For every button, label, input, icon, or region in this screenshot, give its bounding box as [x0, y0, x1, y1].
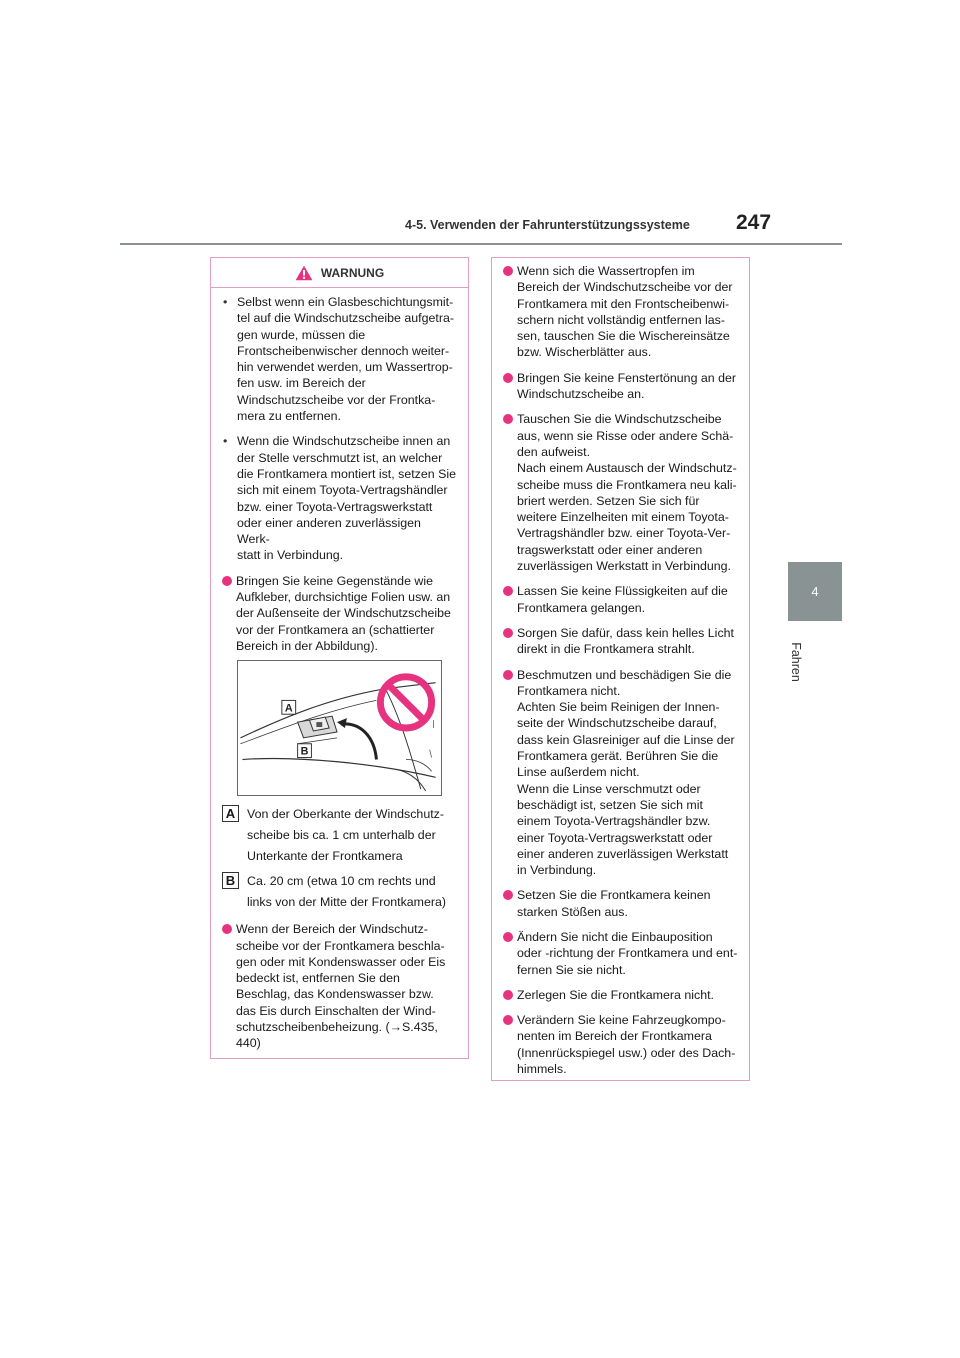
bullet-circle-icon — [222, 576, 232, 586]
bullet-circle-icon — [503, 586, 513, 596]
list-item — [503, 625, 738, 658]
list-item-text: Wenn die Windschutzscheibe innen an der Stelle verschmutzt ist, an welcher die Frontkamera montiert ist, setzen Sie sich mit einem Toyota-Vertragshändler bzw. einer Toyota-Vertragswerkstatt oder einer anderen zuverlässigen Werk- statt in Verbindung. — [237, 434, 456, 563]
figure-label-a: A — [284, 702, 293, 715]
chapter-label: Fahren — [789, 642, 803, 682]
page-header-title: 4-5. Verwenden der Fahrunterstützungssysteme — [405, 218, 690, 232]
bullet-circle-icon — [503, 990, 513, 1000]
warning-title: WARNUNG — [320, 265, 385, 280]
bullet-dot: • — [223, 434, 228, 449]
list-item-text: Sorgen Sie dafür, dass kein helles Licht direkt in die Frontkamera strahlt. — [517, 625, 734, 657]
list-item — [222, 921, 457, 1051]
legend-letter: B — [222, 872, 239, 889]
bullet-dot: • — [223, 295, 228, 309]
legend-text: Von der Oberkante der Windschutz- scheibe bis ca. 1 cm unterhalb der Unterkante der Frontkamera — [247, 807, 444, 864]
list-item — [503, 411, 738, 574]
warning-box — [210, 257, 469, 1059]
list-item-text: Bringen Sie keine Gegenstände wie Aufkleber, durchsichtige Folien usw. an der Außenseite der Windschutzscheibe vor der Frontkamera an (schattierter Bereich in der Abbildung). — [236, 573, 451, 653]
list-item — [503, 667, 738, 879]
list-item-text: Verändern Sie keine Fahrzeugkompo- nenten im Bereich der Frontkamera (Innenrückspiegel usw.) oder des Dach- himmels. — [517, 1013, 736, 1077]
list-item — [503, 887, 738, 920]
list-item-text: Bringen Sie keine Fenstertönung an der Windschutzscheibe an. — [517, 370, 737, 402]
list-item — [222, 573, 457, 654]
bullet-circle-icon — [503, 890, 513, 900]
bullet-circle-icon — [503, 373, 513, 383]
legend-row-b — [222, 871, 457, 913]
list-item-text: Selbst wenn ein Glasbeschichtungsmit- tel auf die Windschutzscheibe aufgetra- gen wurde, müssen die Frontscheibenwischer dennoch weiter- hin verwendet werden, um Wassertrop- fen usw. im Bereich der Windschutzscheibe vor der Frontka- mera zu entfernen. — [237, 295, 454, 424]
list-item-text: Beschmutzen und beschädigen Sie die Frontkamera nicht. Achten Sie beim Reinigen der Innen- seite der Windschutzscheibe darauf, dass kein Glasreiniger auf die Linse der Frontkamera gerät. Berühren Sie die Linse außerdem nicht. Wenn die Linse verschmutzt oder beschädigt ist, setzen Sie sich mit einem Toyota-Vertragshändler bzw. einer Toyota-Vertragswerkstatt oder einer anderen zuverlässigen Werkstatt in Verbindung. — [517, 667, 735, 878]
legend-row-a — [222, 804, 457, 867]
list-item — [503, 263, 738, 361]
list-item-text: Setzen Sie die Frontkamera keinen starken Stößen aus. — [517, 888, 711, 919]
list-item — [222, 433, 457, 563]
list-item — [503, 1012, 738, 1077]
list-item — [503, 929, 738, 978]
bullet-circle-icon — [503, 266, 513, 276]
bullet-circle-icon — [503, 932, 513, 942]
bullet-circle-icon — [503, 1015, 513, 1025]
header-rule — [120, 243, 842, 245]
warning-icon — [295, 265, 313, 281]
list-item — [503, 987, 738, 1003]
list-item — [503, 370, 738, 403]
list-item-text: Lassen Sie keine Flüssigkeiten auf die Frontkamera gelangen. — [517, 584, 728, 615]
list-item-text: Ändern Sie nicht die Einbauposition oder -richtung der Frontkamera und ent- fernen Sie sie nicht. — [517, 929, 738, 977]
warning-box-continued — [491, 257, 750, 1081]
bullet-circle-icon — [503, 414, 513, 424]
bullet-circle-icon — [222, 924, 232, 934]
legend-letter: A — [222, 805, 239, 822]
list-item-text: Wenn der Bereich der Windschutz- scheibe vor der Frontkamera beschla- gen oder mit Kondenswasser oder Eis bedeckt ist, entfernen Sie den Beschlag, das Kondenswasser bzw. das Eis durch Einschalten der Wind- schutzscheibenbeheizung. (→S.435, 440) — [236, 922, 446, 1051]
page-number: 247 — [736, 211, 772, 234]
bullet-circle-icon — [503, 628, 513, 638]
windshield-camera-illustration — [237, 660, 442, 796]
bullet-circle-icon — [503, 670, 513, 680]
list-item — [503, 583, 738, 616]
list-item-text: Wenn sich die Wassertropfen im Bereich der Windschutzscheibe vor der Frontkamera mit den Frontscheibenwi- schern nicht vollständig entfernen las- sen, tauschen Sie die Wischereinsätze bzw. Wischerblätter aus. — [517, 264, 733, 360]
warning-header — [211, 258, 468, 288]
list-item — [222, 294, 457, 424]
list-item-text: Tauschen Sie die Windschutzscheibe aus, wenn sie Risse oder andere Schä- den aufweist. Nach einem Austausch der Windschutz- scheibe muss die Frontkamera neu kali- briert werden. Setzen Sie sich für weitere Einzelheiten mit einem Toyota- Vertragshändler bzw. einer Toyota-Ver- tragswerkstatt oder einer anderen zuverlässigen Werkstatt in Verbindung. — [517, 412, 737, 574]
list-item-text: Zerlegen Sie die Frontkamera nicht. — [517, 987, 714, 1002]
figure-label-b: B — [300, 745, 309, 758]
chapter-tab: 4 — [788, 562, 842, 621]
legend-text: Ca. 20 cm (etwa 10 cm rechts und links von der Mitte der Frontkamera) — [247, 874, 447, 910]
